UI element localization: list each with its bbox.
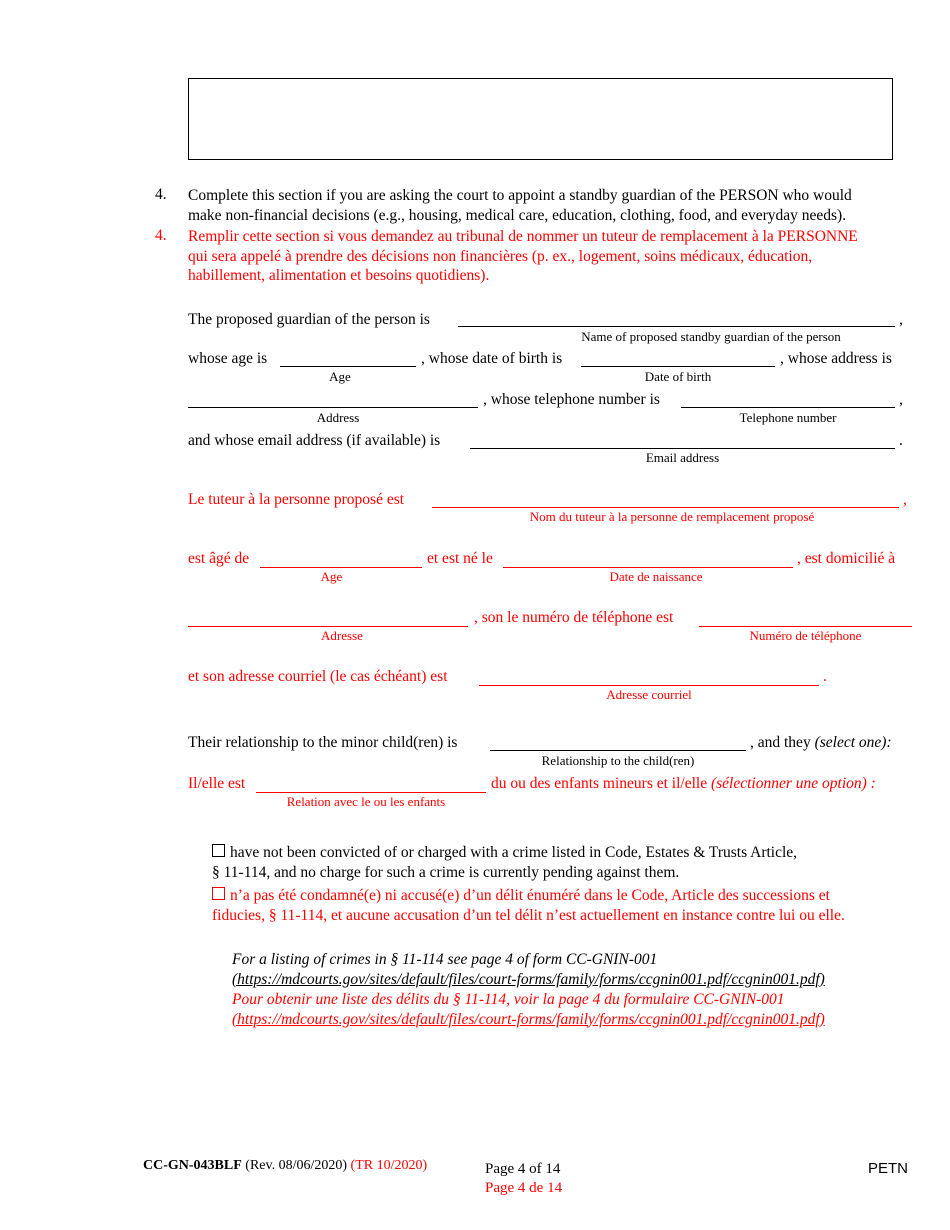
- petn-label: PETN: [868, 1160, 909, 1177]
- comma-fr: ,: [903, 491, 907, 508]
- crime-listing-en: [232, 950, 825, 989]
- guardian-name-label: The proposed guardian of the person is: [188, 311, 430, 328]
- footer-form-id: [143, 1158, 427, 1174]
- phone-caption: Telephone number: [739, 410, 837, 425]
- phone-caption-fr: Numéro de téléphone: [749, 628, 862, 643]
- email-caption-fr: Adresse courriel: [606, 687, 692, 702]
- phone-field-fr[interactable]: [699, 626, 912, 627]
- instructions-en-line2: make non-financial decisions (e.g., housing, medical care, education, clothing, food, and everyday needs).: [188, 206, 847, 224]
- age-label-fr: est âgé de: [188, 550, 250, 567]
- crime-listing-en-link[interactable]: (https://mdcourts.gov/sites/default/files/court-forms/family/forms/ccgnin001.pdf/ccgnin001.pdf): [232, 970, 825, 988]
- checkbox-fr-line2: fiducies, § 11-114, et aucune accusation d’un tel délit n’est actuellement en instance contre lui ou elle.: [212, 906, 845, 924]
- email-field-fr[interactable]: [479, 685, 819, 686]
- guardian-name-caption-fr: Nom du tuteur à la personne de remplacement proposé: [529, 509, 815, 524]
- section-instructions-fr: [188, 227, 858, 286]
- select-one-note: (select one):: [814, 734, 892, 751]
- dob-caption: Date of birth: [644, 369, 712, 384]
- response-box[interactable]: [188, 78, 893, 160]
- relationship-suffix-fr: [491, 775, 876, 793]
- guardian-name-caption: Name of proposed standby guardian of the person: [581, 329, 841, 344]
- relationship-label-fr: Il/elle est: [188, 775, 246, 792]
- phone-label: , whose telephone number is: [483, 391, 660, 408]
- address-field[interactable]: [188, 407, 478, 408]
- address-label-fr: , est domicilié à: [797, 550, 896, 567]
- guardian-name-field[interactable]: [458, 326, 895, 327]
- dob-label-fr: et est né le: [427, 550, 493, 567]
- phone-field[interactable]: [681, 407, 895, 408]
- age-label: whose age is: [188, 350, 268, 367]
- dob-field-fr[interactable]: [503, 567, 793, 568]
- instructions-en-line1: Complete this section if you are asking the court to appoint a standby guardian of the PERSON who would: [188, 187, 852, 204]
- email-label-fr: et son adresse courriel (le cas échéant) est: [188, 668, 448, 685]
- relationship-field[interactable]: [490, 750, 746, 751]
- age-field-fr[interactable]: [260, 567, 422, 568]
- relationship-caption: Relationship to the child(ren): [541, 753, 695, 768]
- crime-listing-en-text: For a listing of crimes in § 11-114 see page 4 of form CC-GNIN-001: [232, 951, 658, 968]
- section-number-fr: 4.: [155, 227, 167, 244]
- email-caption: Email address: [645, 450, 720, 465]
- relationship-label: Their relationship to the minor child(ren) is: [188, 734, 458, 751]
- relationship-suffix: [750, 734, 892, 752]
- checkbox-en-line1: have not been convicted of or charged with a crime listed in Code, Estates & Trusts Article,: [230, 844, 798, 861]
- checkbox-option-en: [212, 843, 797, 882]
- not-convicted-checkbox[interactable]: [212, 844, 225, 857]
- crime-listing-fr-link[interactable]: (https://mdcourts.gov/sites/default/files/court-forms/family/forms/ccgnin001.pdf/ccgnin001.pdf): [232, 1010, 825, 1028]
- section-number: 4.: [155, 186, 167, 203]
- guardian-name-label-fr: Le tuteur à la personne proposé est: [188, 491, 405, 508]
- age-caption: Age: [329, 369, 351, 384]
- checkbox-option-fr: [212, 886, 845, 925]
- dob-caption-fr: Date de naissance: [609, 569, 703, 584]
- relationship-field-fr[interactable]: [256, 792, 486, 793]
- relationship-suffix-text: , and they: [750, 734, 811, 751]
- period-fr: .: [823, 668, 827, 685]
- period: .: [899, 432, 903, 449]
- instructions-fr-line3: habillement, alimentation et besoins quotidiens).: [188, 267, 490, 284]
- guardian-name-field-fr[interactable]: [432, 507, 899, 508]
- comma: ,: [899, 311, 903, 328]
- form-translation: (TR 10/2020): [350, 1158, 428, 1173]
- form-revision: (Rev. 08/06/2020): [245, 1158, 348, 1173]
- age-field[interactable]: [280, 366, 416, 367]
- address-field-fr[interactable]: [188, 626, 468, 627]
- checkbox-fr-line1: n’a pas été condamné(e) ni accusé(e) d’un délit énuméré dans le Code, Article des successions et: [230, 887, 830, 904]
- age-caption-fr: Age: [320, 569, 343, 584]
- checkbox-en-line2: § 11-114, and no charge for such a crime is currently pending against them.: [212, 863, 680, 881]
- address-caption: Address: [316, 410, 360, 425]
- page-number-en: Page 4 of 14: [485, 1161, 561, 1177]
- email-label: and whose email address (if available) is: [188, 432, 441, 449]
- section-instructions-en: [188, 186, 852, 225]
- dob-field[interactable]: [581, 366, 775, 367]
- comma: ,: [899, 391, 903, 408]
- relationship-caption-fr: Relation avec le ou les enfants: [286, 794, 446, 809]
- email-field[interactable]: [470, 448, 895, 449]
- instructions-fr-line2: qui sera appelé à prendre des décisions non financières (p. ex., logement, soins médicaux, éducation,: [188, 247, 813, 265]
- relationship-suffix-fr-text: du ou des enfants mineurs et il/elle: [491, 775, 708, 792]
- phone-label-fr: , son le numéro de téléphone est: [474, 609, 674, 626]
- dob-label: , whose date of birth is: [421, 350, 563, 367]
- page-number-fr: Page 4 de 14: [485, 1180, 563, 1196]
- address-caption-fr: Adresse: [321, 628, 363, 643]
- address-label: , whose address is: [780, 350, 892, 367]
- instructions-fr-line1: Remplir cette section si vous demandez au tribunal de nommer un tuteur de remplacement à la PERSONNE: [188, 228, 858, 245]
- crime-listing-fr-text: Pour obtenir une liste des délits du § 11-114, voir la page 4 du formulaire CC-GNIN-001: [232, 991, 785, 1008]
- crime-listing-fr: [232, 990, 825, 1029]
- form-code: CC-GN-043BLF: [143, 1158, 242, 1173]
- not-convicted-checkbox-fr[interactable]: [212, 887, 225, 900]
- select-option-note-fr: (sélectionner une option) :: [710, 775, 876, 792]
